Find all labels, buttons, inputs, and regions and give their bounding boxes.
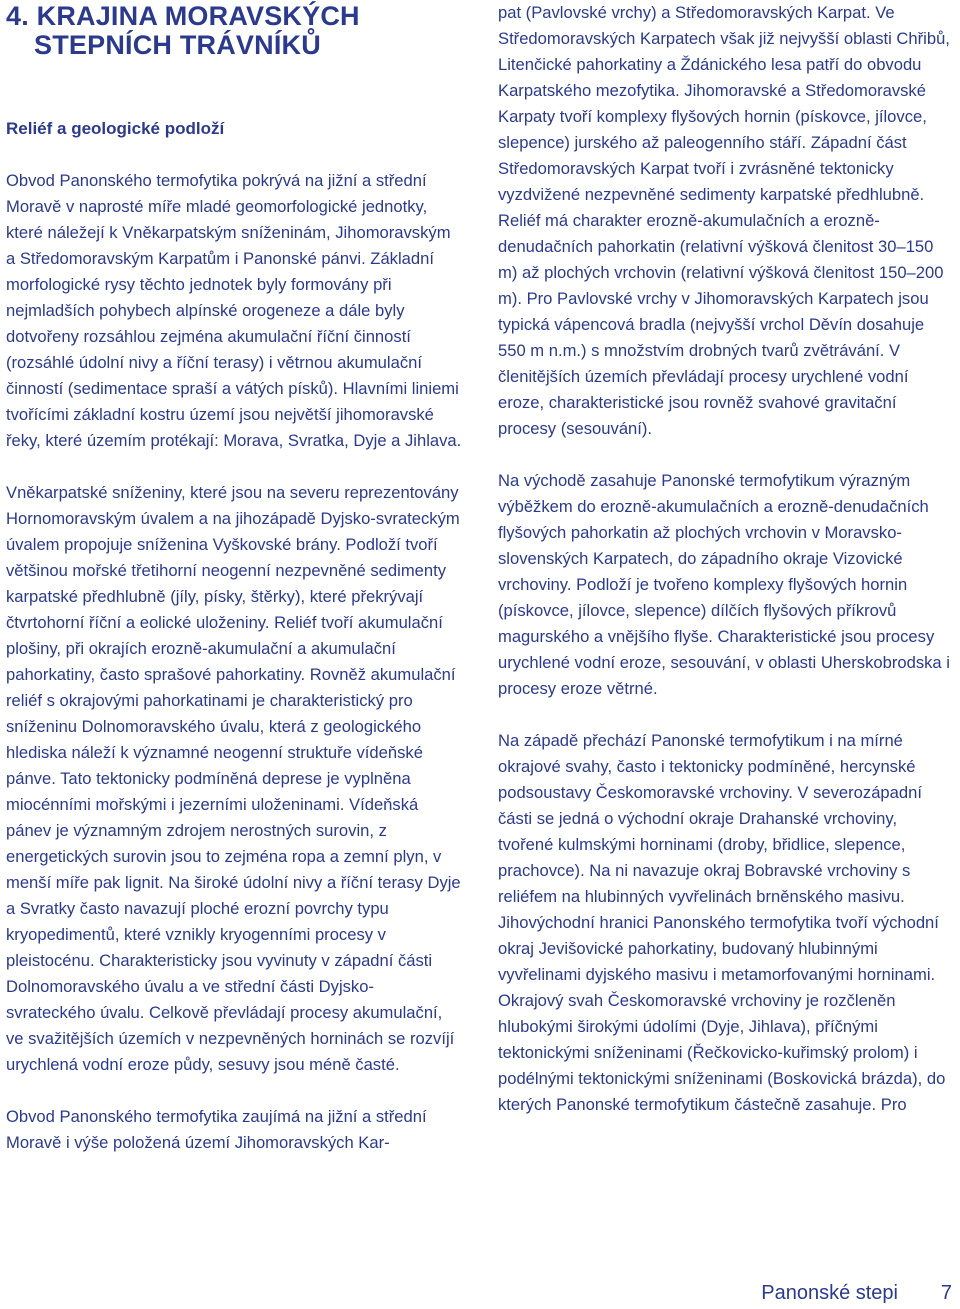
page-footer <box>0 1279 960 1309</box>
left-paragraph-3: Obvod Panonského termofytika zaujímá na jižní a střední Moravě i výše položená území Jihomoravských Kar- <box>6 1107 427 1152</box>
right-column <box>498 0 954 1118</box>
right-paragraph-2: Na východě zasahuje Panonské termofytikum výrazným výběžkem do erozně-akumulačních a erozně-denudačních flyšových pahorkatin až plochých vrchovin v Moravsko-slovenských Karpatech, do západního okraje Vizovické vrchoviny. Podloží je tvořeno komplexy flyšových hornin (pískovce, jílovce, slepence) dílčích flyšových příkrovů magurského a vnějšího flyše. Charakteristické jsou procesy urychlené vodní eroze, sesouvání, v oblasti Uherskobrodska i procesy eroze větrné. <box>498 471 950 698</box>
chapter-title <box>6 2 462 60</box>
footer-running-title: Panonské stepi <box>761 1282 898 1304</box>
left-paragraph-2: Vněkarpatské sníženiny, které jsou na severu reprezentovány Hornomoravským úvalem a na jihozápadě Dyjsko-svrateckým úvalem propojuje sníženina Vyškovské brány. Podloží tvoří většinou mořské třetihorní neogenní nezpevněné sedimenty karpatské předhlubně (jíly, písky, štěrky), které překrývají čtvrtohorní říční a eolické uloženiny. Reliéf tvoří akumulační plošiny, při okrajích erozně-akumulační a akumulační pahorkatiny, často sprašové pahorkatiny. Rovněž akumulační reliéf s okrajovými pahorkatinami je charakteristický pro sníženinu Dolnomoravského úvalu, která z geologického hlediska náleží k významné neogenní struktuře vídeňské pánve. Tato tektonicky podmíněná deprese je vyplněna miocénními mořskými i jezerními uloženinami. Vídeňská pánev je významným zdrojem nerostných surovin, z energetických surovin jsou to zejména ropa a zemní plyn, v menší míře pak lignit. Na široké údolní nivy a říční terasy Dyje a Svratky často navazují ploché erozní povrchy typu kryopedimentů, které vznikly kryogenními procesy v pleistocénu. Charakteristicky jsou vyvinuty v západní části Dolnomoravského úvalu a ve střední části Dyjsko-svrateckého úvalu. Celkově převládají procesy akumulační, ve svažitějších územích v nezpevněných horninách se rozvíjí urychlená vodní eroze půdy, sesuvy jsou méně časté. <box>6 483 461 1074</box>
footer-page-number: 7 <box>940 1282 952 1304</box>
chapter-title-line1: 4. KRAJINA MORAVSKÝCH <box>6 1 360 31</box>
section-heading: Reliéf a geologické podloží <box>6 119 225 138</box>
left-paragraph-1: Obvod Panonského termofytika pokrývá na jižní a střední Moravě v naprosté míře mladé geomorfologické jednotky, které náležejí k Vněkarpatským sníženinám, Jihomoravským a Středomoravským Karpatům i Panonské pánvi. Základní morfologické rysy těchto jednotek byly formovány při nejmladších pohybech alpínské orogeneze a dále byly dotvořeny rozsáhlou zejména akumulační říční činností (rozsáhlé údolní nivy a říční terasy) i větrnou akumulační činností (sedimentace spraší a vátých písků). Hlavními liniemi tvořícími základní kostru území jsou největší jihomoravské řeky, které územím protékají: Morava, Svratka, Dyje a Jihlava. <box>6 171 462 450</box>
right-paragraph-3: Na západě přechází Panonské termofytikum i na mírné okrajové svahy, často i tektonicky podmíněné, hercynské podsoustavy Českomoravské vrchoviny. V severozápadní části se jedná o východní okraje Drahanské vrchoviny, tvořené kulmskými horninami (droby, břidlice, slepence, prachovce). Na ni navazuje okraj Bobravské vrchoviny s reliéfem na hlubinných vyvřelinách brněnského masivu. Jihovýchodní hranici Panonského termofytika tvoří východní okraj Jevišovické pahorkatiny, budovaný hlubinnými vyvřelinami dyjského masivu i metamorfovanými horninami. Okrajový svah Českomoravské vrchoviny je rozčleněn hlubokými širokými údolími (Dyje, Jihlava), příčnými tektonickými sníženinami (Řečkovicko-kuřimský prolom) i podélnými tektonickými sníženinami (Boskovická brázda), do kterých Panonské termofytikum částečně zasahuje. Pro <box>498 731 946 1114</box>
right-paragraph-1: pat (Pavlovské vrchy) a Středomoravských Karpat. Ve Středomoravských Karpatech však již nejvyšší oblasti Chřibů, Litenčické pahorkatiny a Ždánického lesa patří do obvodu Karpatského mezofytika. Jihomoravské a Středomoravské Karpaty tvoří komplexy flyšových hornin (pískovce, jílovce, slepence) jurského až paleogenního stáří. Západní část Středomoravských Karpat tvoří i zvrásněné tektonicky vyzdvižené nezpevněné sedimenty karpatské předhlubně. Reliéf má charakter erozně-akumulačních a erozně-denudačních pahorkatin (relativní výšková členitost 30–150 m) až plochých vrchovin (relativní výšková členitost 150–200 m). Pro Pavlovské vrchy v Jihomoravských Karpatech jsou typická vápencová bradla (nejvyšší vrchol Děvín dosahuje 550 m n.m.) s množstvím drobných tvarů zvětrávání. V členitějších územích převládají procesy urychlené vodní eroze, charakteristické jsou rovněž svahové gravitační procesy (sesouvání). <box>498 3 950 438</box>
left-column <box>6 0 462 1156</box>
chapter-title-line2: STEPNÍCH TRÁVNÍKŮ <box>34 30 321 60</box>
